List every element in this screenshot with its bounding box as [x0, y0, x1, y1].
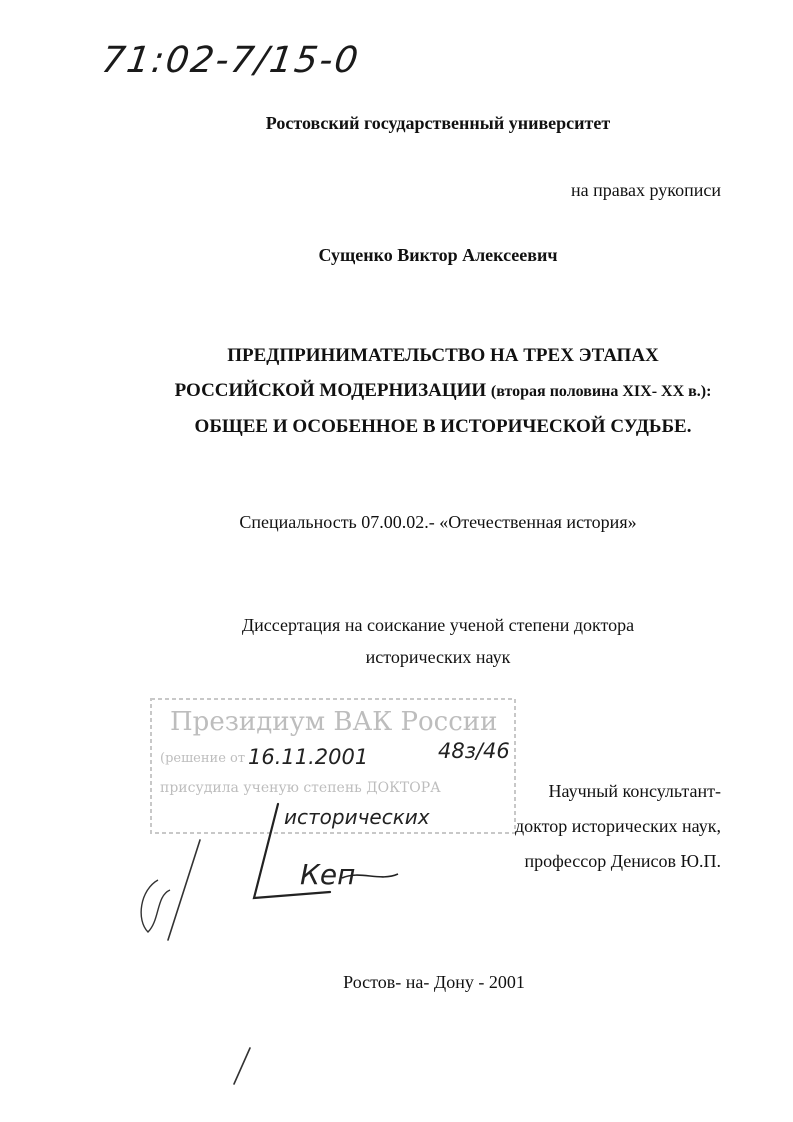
manuscript-rights: на правах рукописи [571, 180, 721, 200]
scientific-consultant [515, 774, 721, 879]
title-line-2-main: РОССИЙСКОЙ МОДЕРНИЗАЦИИ [174, 380, 487, 401]
signature-stroke [168, 840, 200, 940]
dissertation-degree [0, 609, 793, 673]
title-line-3: ОБЩЕЕ И ОСОБЕННОЕ В ИСТОРИЧЕСКОЙ СУДЬБЕ. [194, 416, 692, 437]
stamp-field-handwritten: исторических [284, 805, 430, 829]
title-line-2 [0, 373, 793, 409]
signatures [130, 800, 450, 950]
university-name: Ростовский государственный университет [265, 113, 611, 133]
stamp-decision-number: 48з/46 [438, 739, 510, 763]
title-line-2-period: (вторая половина XIX- XX в.): [490, 383, 712, 400]
signature-text: Кеп [300, 858, 356, 891]
dissertation-title [0, 338, 793, 444]
stamp-header: Президиум ВАК России [170, 707, 498, 737]
stamp-award-text: присудила ученую степень ДОКТОРА [160, 780, 441, 796]
stamp-decision-label: (решение от [160, 751, 246, 766]
consultant-line-2: доктор исторических наук, [515, 816, 721, 836]
degree-line-1: Диссертация на соискание ученой степени доктора [241, 615, 635, 635]
specialty: Специальность 07.00.02.- «Отечественная история» [239, 512, 637, 532]
signature-stroke [141, 880, 170, 932]
pen-mark [228, 1046, 258, 1086]
archive-code: 71:02-7/15-0 [99, 40, 363, 81]
stamp-decision-date: 16.11.2001 [248, 745, 369, 769]
degree-line-2: исторических наук [365, 647, 511, 667]
consultant-line-1: Научный консультант- [548, 781, 721, 801]
title-line-1: ПРЕДПРИНИМАТЕЛЬСТВО НА ТРЕХ ЭТАПАХ [227, 345, 659, 366]
consultant-line-3: профессор Денисов Ю.П. [524, 851, 721, 871]
city-year: Ростов- на- Дону - 2001 [343, 972, 525, 992]
author-name: Сущенко Виктор Алексеевич [318, 245, 558, 265]
